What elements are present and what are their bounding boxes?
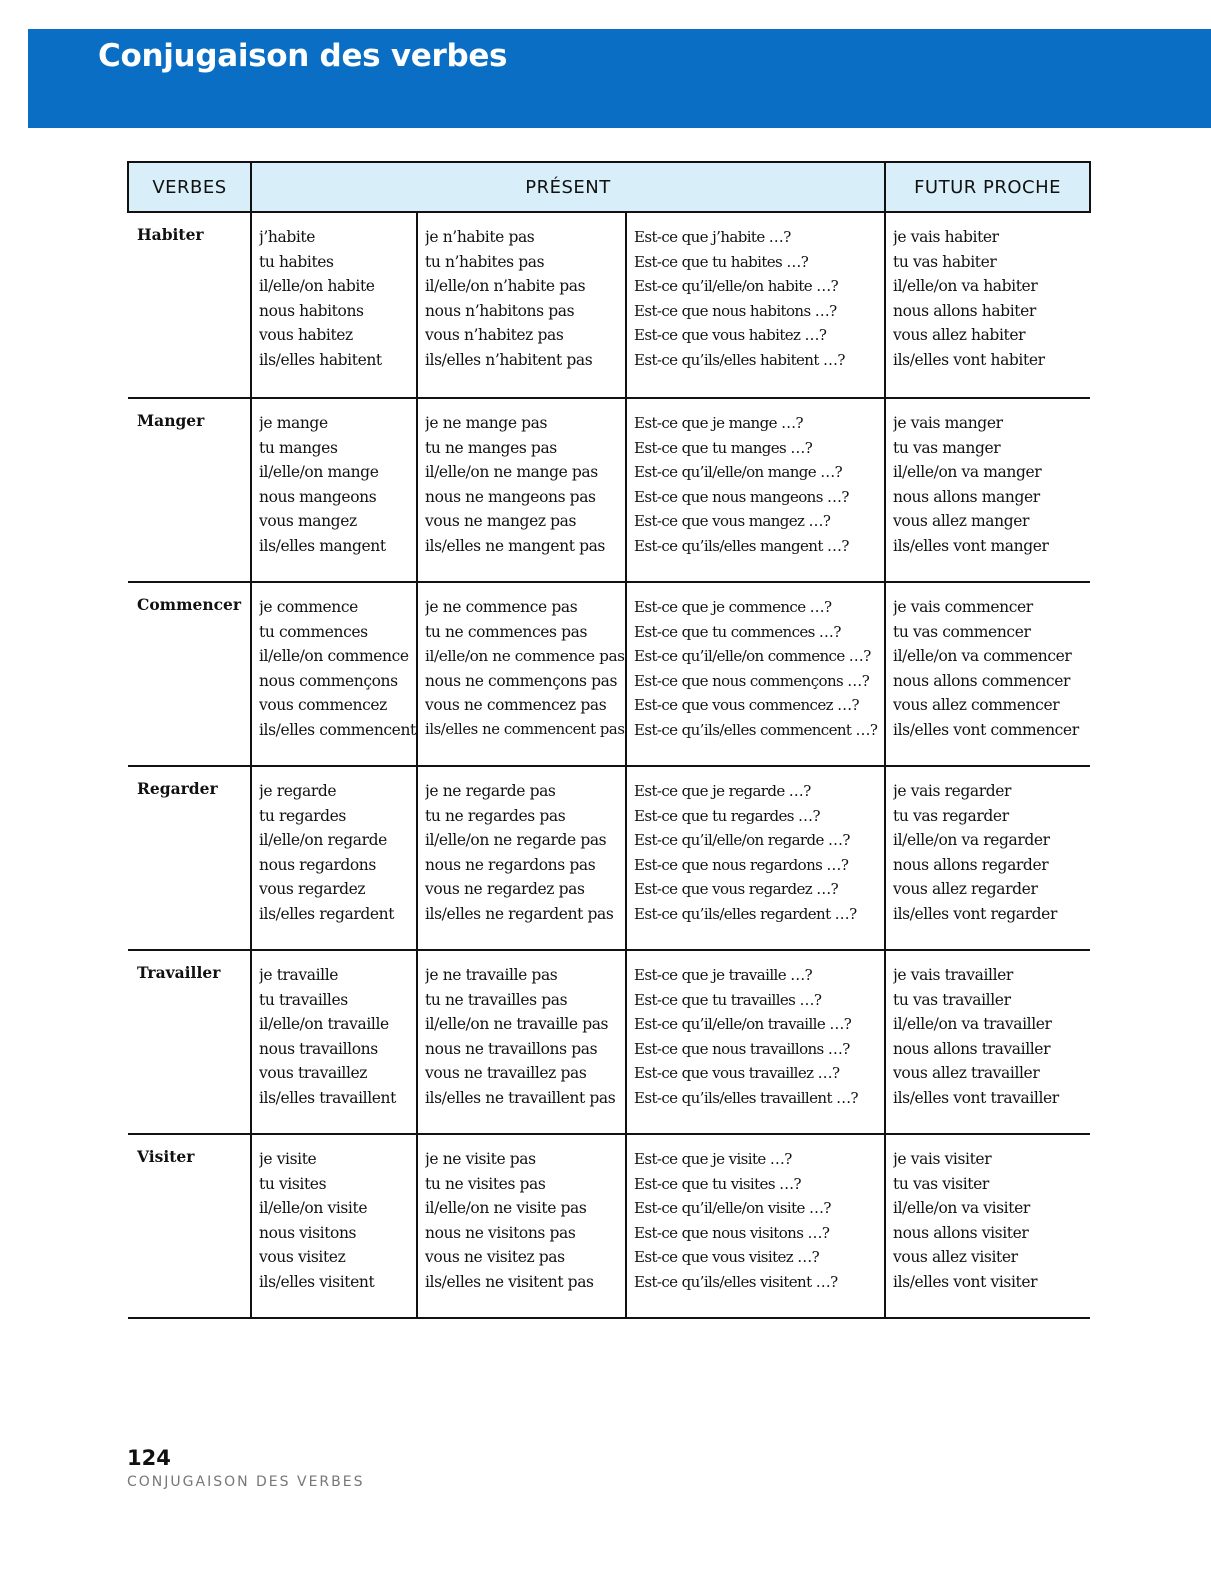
conjugation-line: Est-ce qu’ils/elles habitent …? <box>634 350 845 369</box>
conjugation-line: Est-ce qu’il/elle/on regarde …? <box>634 831 850 850</box>
conjugation-line: vous n’habitez pas <box>425 326 564 345</box>
conjugation-line: nous regardons <box>259 855 376 874</box>
verb-name: Travailler <box>128 950 251 1134</box>
conjugation-line: nous mangeons <box>259 487 377 506</box>
conjugation-line: nous ne regardons pas <box>425 855 596 874</box>
affirmative-cell <box>251 398 417 582</box>
conjugation-line: ils/elles vont regarder <box>893 904 1057 923</box>
conjugation-line: ils/elles ne travaillent pas <box>425 1088 616 1107</box>
conjugation-line: j’habite <box>259 228 316 246</box>
conjugation-line: ils/elles vont manger <box>893 536 1049 555</box>
conjugation-line: Est-ce que nous commençons …? <box>634 671 870 690</box>
conjugation-line: Est-ce que vous mangez …? <box>634 512 831 531</box>
conjugation-line: vous mangez <box>259 512 357 531</box>
futur-proche-cell <box>885 950 1090 1134</box>
conjugation-line: je vais regarder <box>893 782 1012 800</box>
table-header-row <box>128 162 1090 212</box>
conjugation-line: tu ne visites pas <box>425 1174 546 1193</box>
question-cell <box>626 1134 885 1318</box>
conjugation-line: je visite <box>259 1150 317 1168</box>
conjugation-line: il/elle/on va regarder <box>893 831 1050 850</box>
conjugation-line: Est-ce que je travaille …? <box>634 966 813 984</box>
conjugation-line: vous ne travaillez pas <box>425 1064 587 1083</box>
conjugation-line: ils/elles ne visitent pas <box>425 1272 594 1291</box>
conjugation-line: ils/elles regardent <box>259 904 395 923</box>
conjugation-line: il/elle/on va visiter <box>893 1199 1030 1218</box>
conjugation-line: nous allons habiter <box>893 301 1036 320</box>
header-futur-proche: FUTUR PROCHE <box>885 162 1090 212</box>
conjugation-line: je ne commence pas <box>425 598 578 616</box>
section-label: CONJUGAISON DES VERBES <box>127 1474 365 1490</box>
conjugation-line: Est-ce que vous visitez …? <box>634 1248 820 1267</box>
conjugation-line: il/elle/on va habiter <box>893 277 1038 296</box>
table-row <box>128 582 1090 766</box>
conjugation-line: je regarde <box>259 782 337 800</box>
conjugation-line: ils/elles visitent <box>259 1272 375 1291</box>
page-number: 124 <box>127 1446 171 1470</box>
conjugation-line: tu ne regardes pas <box>425 806 566 825</box>
conjugation-line: nous allons regarder <box>893 855 1049 874</box>
conjugation-line: Est-ce qu’il/elle/on mange …? <box>634 463 843 482</box>
conjugation-line: je commence <box>259 598 358 616</box>
conjugation-line: nous travaillons <box>259 1039 378 1058</box>
conjugation-line: Est-ce que tu manges …? <box>634 438 813 457</box>
conjugation-line: il/elle/on va travailler <box>893 1015 1052 1034</box>
conjugation-line: tu habites <box>259 252 334 271</box>
affirmative-cell <box>251 212 417 398</box>
question-cell <box>626 582 885 766</box>
conjugation-line: ils/elles travaillent <box>259 1088 396 1107</box>
conjugation-line: je travaille <box>259 966 339 984</box>
conjugation-line: Est-ce qu’ils/elles regardent …? <box>634 904 857 923</box>
conjugation-line: vous allez regarder <box>893 880 1038 899</box>
conjugation-line: vous allez manger <box>893 512 1030 531</box>
futur-proche-cell <box>885 582 1090 766</box>
negative-cell <box>417 212 626 398</box>
conjugation-line: Est-ce que nous travaillons …? <box>634 1039 850 1058</box>
conjugation-line: Est-ce que je commence …? <box>634 598 832 616</box>
table-body <box>128 212 1090 1318</box>
conjugation-line: nous ne travaillons pas <box>425 1039 598 1058</box>
conjugation-line: Est-ce que tu habites …? <box>634 252 809 271</box>
conjugation-line: je vais manger <box>893 414 1003 432</box>
conjugation-line: il/elle/on ne regarde pas <box>425 831 607 850</box>
table-row <box>128 212 1090 398</box>
conjugation-line: ils/elles vont commencer <box>893 720 1079 739</box>
conjugation-line: nous allons manger <box>893 487 1040 506</box>
conjugation-line: nous allons commencer <box>893 671 1070 690</box>
conjugation-table <box>127 161 1091 1319</box>
conjugation-line: il/elle/on commence <box>259 647 409 666</box>
verb-name: Manger <box>128 398 251 582</box>
conjugation-line: Est-ce que j’habite …? <box>634 228 791 246</box>
conjugation-line: Est-ce que tu travailles …? <box>634 990 822 1009</box>
conjugation-line: il/elle/on ne visite pas <box>425 1199 587 1218</box>
conjugation-line: tu regardes <box>259 806 346 825</box>
negative-cell <box>417 766 626 950</box>
verb-name: Visiter <box>128 1134 251 1318</box>
negative-cell <box>417 582 626 766</box>
conjugation-line: ils/elles ne mangent pas <box>425 536 605 555</box>
conjugation-line: tu vas travailler <box>893 990 1011 1009</box>
conjugation-line: Est-ce qu’il/elle/on travaille …? <box>634 1015 852 1034</box>
conjugation-line: je vais visiter <box>893 1150 992 1168</box>
question-cell <box>626 212 885 398</box>
conjugation-line: Est-ce qu’il/elle/on commence …? <box>634 647 871 666</box>
conjugation-line: vous travaillez <box>259 1064 368 1083</box>
conjugation-line: je ne travaille pas <box>425 966 558 984</box>
conjugation-line: je mange <box>259 414 328 432</box>
conjugation-line: ils/elles vont travailler <box>893 1088 1059 1107</box>
conjugation-line: je vais habiter <box>893 228 999 246</box>
header-verbes: VERBES <box>128 162 251 212</box>
conjugation-line: nous ne commençons pas <box>425 671 618 690</box>
negative-cell <box>417 398 626 582</box>
conjugation-line: il/elle/on regarde <box>259 831 387 850</box>
conjugation-line: Est-ce qu’ils/elles mangent …? <box>634 536 849 555</box>
question-cell <box>626 950 885 1134</box>
conjugation-line: ils/elles ne commencent pas <box>425 720 625 738</box>
conjugation-line: tu ne travailles pas <box>425 990 568 1009</box>
conjugation-line: Est-ce qu’ils/elles travaillent …? <box>634 1088 858 1107</box>
conjugation-line: Est-ce que nous visitons …? <box>634 1223 830 1242</box>
conjugation-line: il/elle/on va manger <box>893 463 1042 482</box>
conjugation-line: nous ne visitons pas <box>425 1223 576 1242</box>
conjugation-line: il/elle/on travaille <box>259 1015 389 1034</box>
futur-proche-cell <box>885 212 1090 398</box>
affirmative-cell <box>251 766 417 950</box>
conjugation-line: vous ne commencez pas <box>425 696 607 715</box>
negative-cell <box>417 950 626 1134</box>
verb-name: Commencer <box>128 582 251 766</box>
conjugation-line: vous commencez <box>259 696 387 715</box>
conjugation-line: tu n’habites pas <box>425 252 545 271</box>
header-present: PRÉSENT <box>251 162 885 212</box>
negative-cell <box>417 1134 626 1318</box>
conjugation-line: ils/elles mangent <box>259 536 386 555</box>
conjugation-line: vous habitez <box>259 326 353 345</box>
conjugation-line: Est-ce que tu regardes …? <box>634 806 820 825</box>
conjugation-line: ils/elles vont visiter <box>893 1272 1038 1291</box>
conjugation-line: nous commençons <box>259 671 398 690</box>
conjugation-line: Est-ce que nous regardons …? <box>634 855 849 874</box>
conjugation-line: je ne visite pas <box>425 1150 536 1168</box>
verb-name: Regarder <box>128 766 251 950</box>
conjugation-line: il/elle/on va commencer <box>893 647 1072 666</box>
conjugation-line: vous ne visitez pas <box>425 1248 565 1267</box>
conjugation-line: Est-ce que nous mangeons …? <box>634 487 849 506</box>
affirmative-cell <box>251 582 417 766</box>
conjugation-line: ils/elles ne regardent pas <box>425 904 614 923</box>
conjugation-line: Est-ce que tu commences …? <box>634 622 841 641</box>
conjugation-line: nous habitons <box>259 301 364 320</box>
conjugation-line: Est-ce que nous habitons …? <box>634 301 837 320</box>
conjugation-line: il/elle/on n’habite pas <box>425 277 586 296</box>
conjugation-line: Est-ce que vous regardez …? <box>634 880 839 899</box>
conjugation-line: ils/elles habitent <box>259 350 382 369</box>
conjugation-line: Est-ce qu’ils/elles visitent …? <box>634 1272 838 1291</box>
question-cell <box>626 766 885 950</box>
conjugation-line: Est-ce que je mange …? <box>634 414 803 432</box>
page-title: Conjugaison des verbes <box>98 38 508 74</box>
conjugation-line: tu vas visiter <box>893 1174 989 1193</box>
conjugation-line: tu ne commences pas <box>425 622 588 641</box>
question-cell <box>626 398 885 582</box>
conjugation-line: nous visitons <box>259 1223 357 1242</box>
conjugation-line: Est-ce qu’il/elle/on habite …? <box>634 277 839 296</box>
futur-proche-cell <box>885 398 1090 582</box>
futur-proche-cell <box>885 1134 1090 1318</box>
conjugation-line: tu travailles <box>259 990 348 1009</box>
conjugation-line: Est-ce que je regarde …? <box>634 782 811 800</box>
table-row <box>128 766 1090 950</box>
conjugation-line: nous allons travailler <box>893 1039 1051 1058</box>
conjugation-line: ils/elles n’habitent pas <box>425 350 593 369</box>
conjugation-line: tu vas regarder <box>893 806 1009 825</box>
affirmative-cell <box>251 1134 417 1318</box>
conjugation-line: je vais commencer <box>893 598 1033 616</box>
conjugation-line: ils/elles commencent <box>259 720 416 739</box>
conjugation-line: tu commences <box>259 622 368 641</box>
conjugation-line: Est-ce que vous habitez …? <box>634 326 827 345</box>
conjugation-line: je ne mange pas <box>425 414 548 432</box>
conjugation-line: vous regardez <box>259 880 366 899</box>
conjugation-line: il/elle/on ne travaille pas <box>425 1015 609 1034</box>
futur-proche-cell <box>885 766 1090 950</box>
conjugation-line: vous ne mangez pas <box>425 512 577 531</box>
conjugation-line: nous n’habitons pas <box>425 301 575 320</box>
conjugation-line: il/elle/on mange <box>259 463 379 482</box>
conjugation-line: vous allez travailler <box>893 1064 1040 1083</box>
conjugation-line: tu vas habiter <box>893 252 997 271</box>
conjugation-line: vous visitez <box>259 1248 346 1267</box>
conjugation-line: tu vas manger <box>893 438 1001 457</box>
conjugation-line: je vais travailler <box>893 966 1013 984</box>
conjugation-line: je ne regarde pas <box>425 782 556 800</box>
conjugation-line: vous allez visiter <box>893 1248 1018 1267</box>
conjugation-line: tu vas commencer <box>893 622 1031 641</box>
affirmative-cell <box>251 950 417 1134</box>
table-row <box>128 398 1090 582</box>
conjugation-line: Est-ce qu’ils/elles commencent …? <box>634 720 878 739</box>
conjugation-line: Est-ce que tu visites …? <box>634 1174 801 1193</box>
table-row <box>128 950 1090 1134</box>
conjugation-line: nous allons visiter <box>893 1223 1029 1242</box>
conjugation-line: ils/elles vont habiter <box>893 350 1045 369</box>
conjugation-line: Est-ce que vous travaillez …? <box>634 1064 840 1083</box>
conjugation-line: il/elle/on habite <box>259 277 375 296</box>
conjugation-line: il/elle/on ne commence pas <box>425 647 625 666</box>
conjugation-line: tu manges <box>259 438 338 457</box>
conjugation-line: tu visites <box>259 1174 327 1193</box>
conjugation-line: Est-ce que je visite …? <box>634 1150 792 1168</box>
conjugation-line: vous allez habiter <box>893 326 1026 345</box>
conjugation-line: vous ne regardez pas <box>425 880 585 899</box>
table-row <box>128 1134 1090 1318</box>
conjugation-line: il/elle/on visite <box>259 1199 368 1218</box>
conjugation-line: Est-ce que vous commencez …? <box>634 696 859 715</box>
conjugation-line: je n’habite pas <box>425 228 535 246</box>
conjugation-line: il/elle/on ne mange pas <box>425 463 598 482</box>
verb-name: Habiter <box>128 212 251 398</box>
conjugation-line: Est-ce qu’il/elle/on visite …? <box>634 1199 831 1218</box>
conjugation-line: tu ne manges pas <box>425 438 557 457</box>
conjugation-line: vous allez commencer <box>893 696 1060 715</box>
conjugation-line: nous ne mangeons pas <box>425 487 596 506</box>
